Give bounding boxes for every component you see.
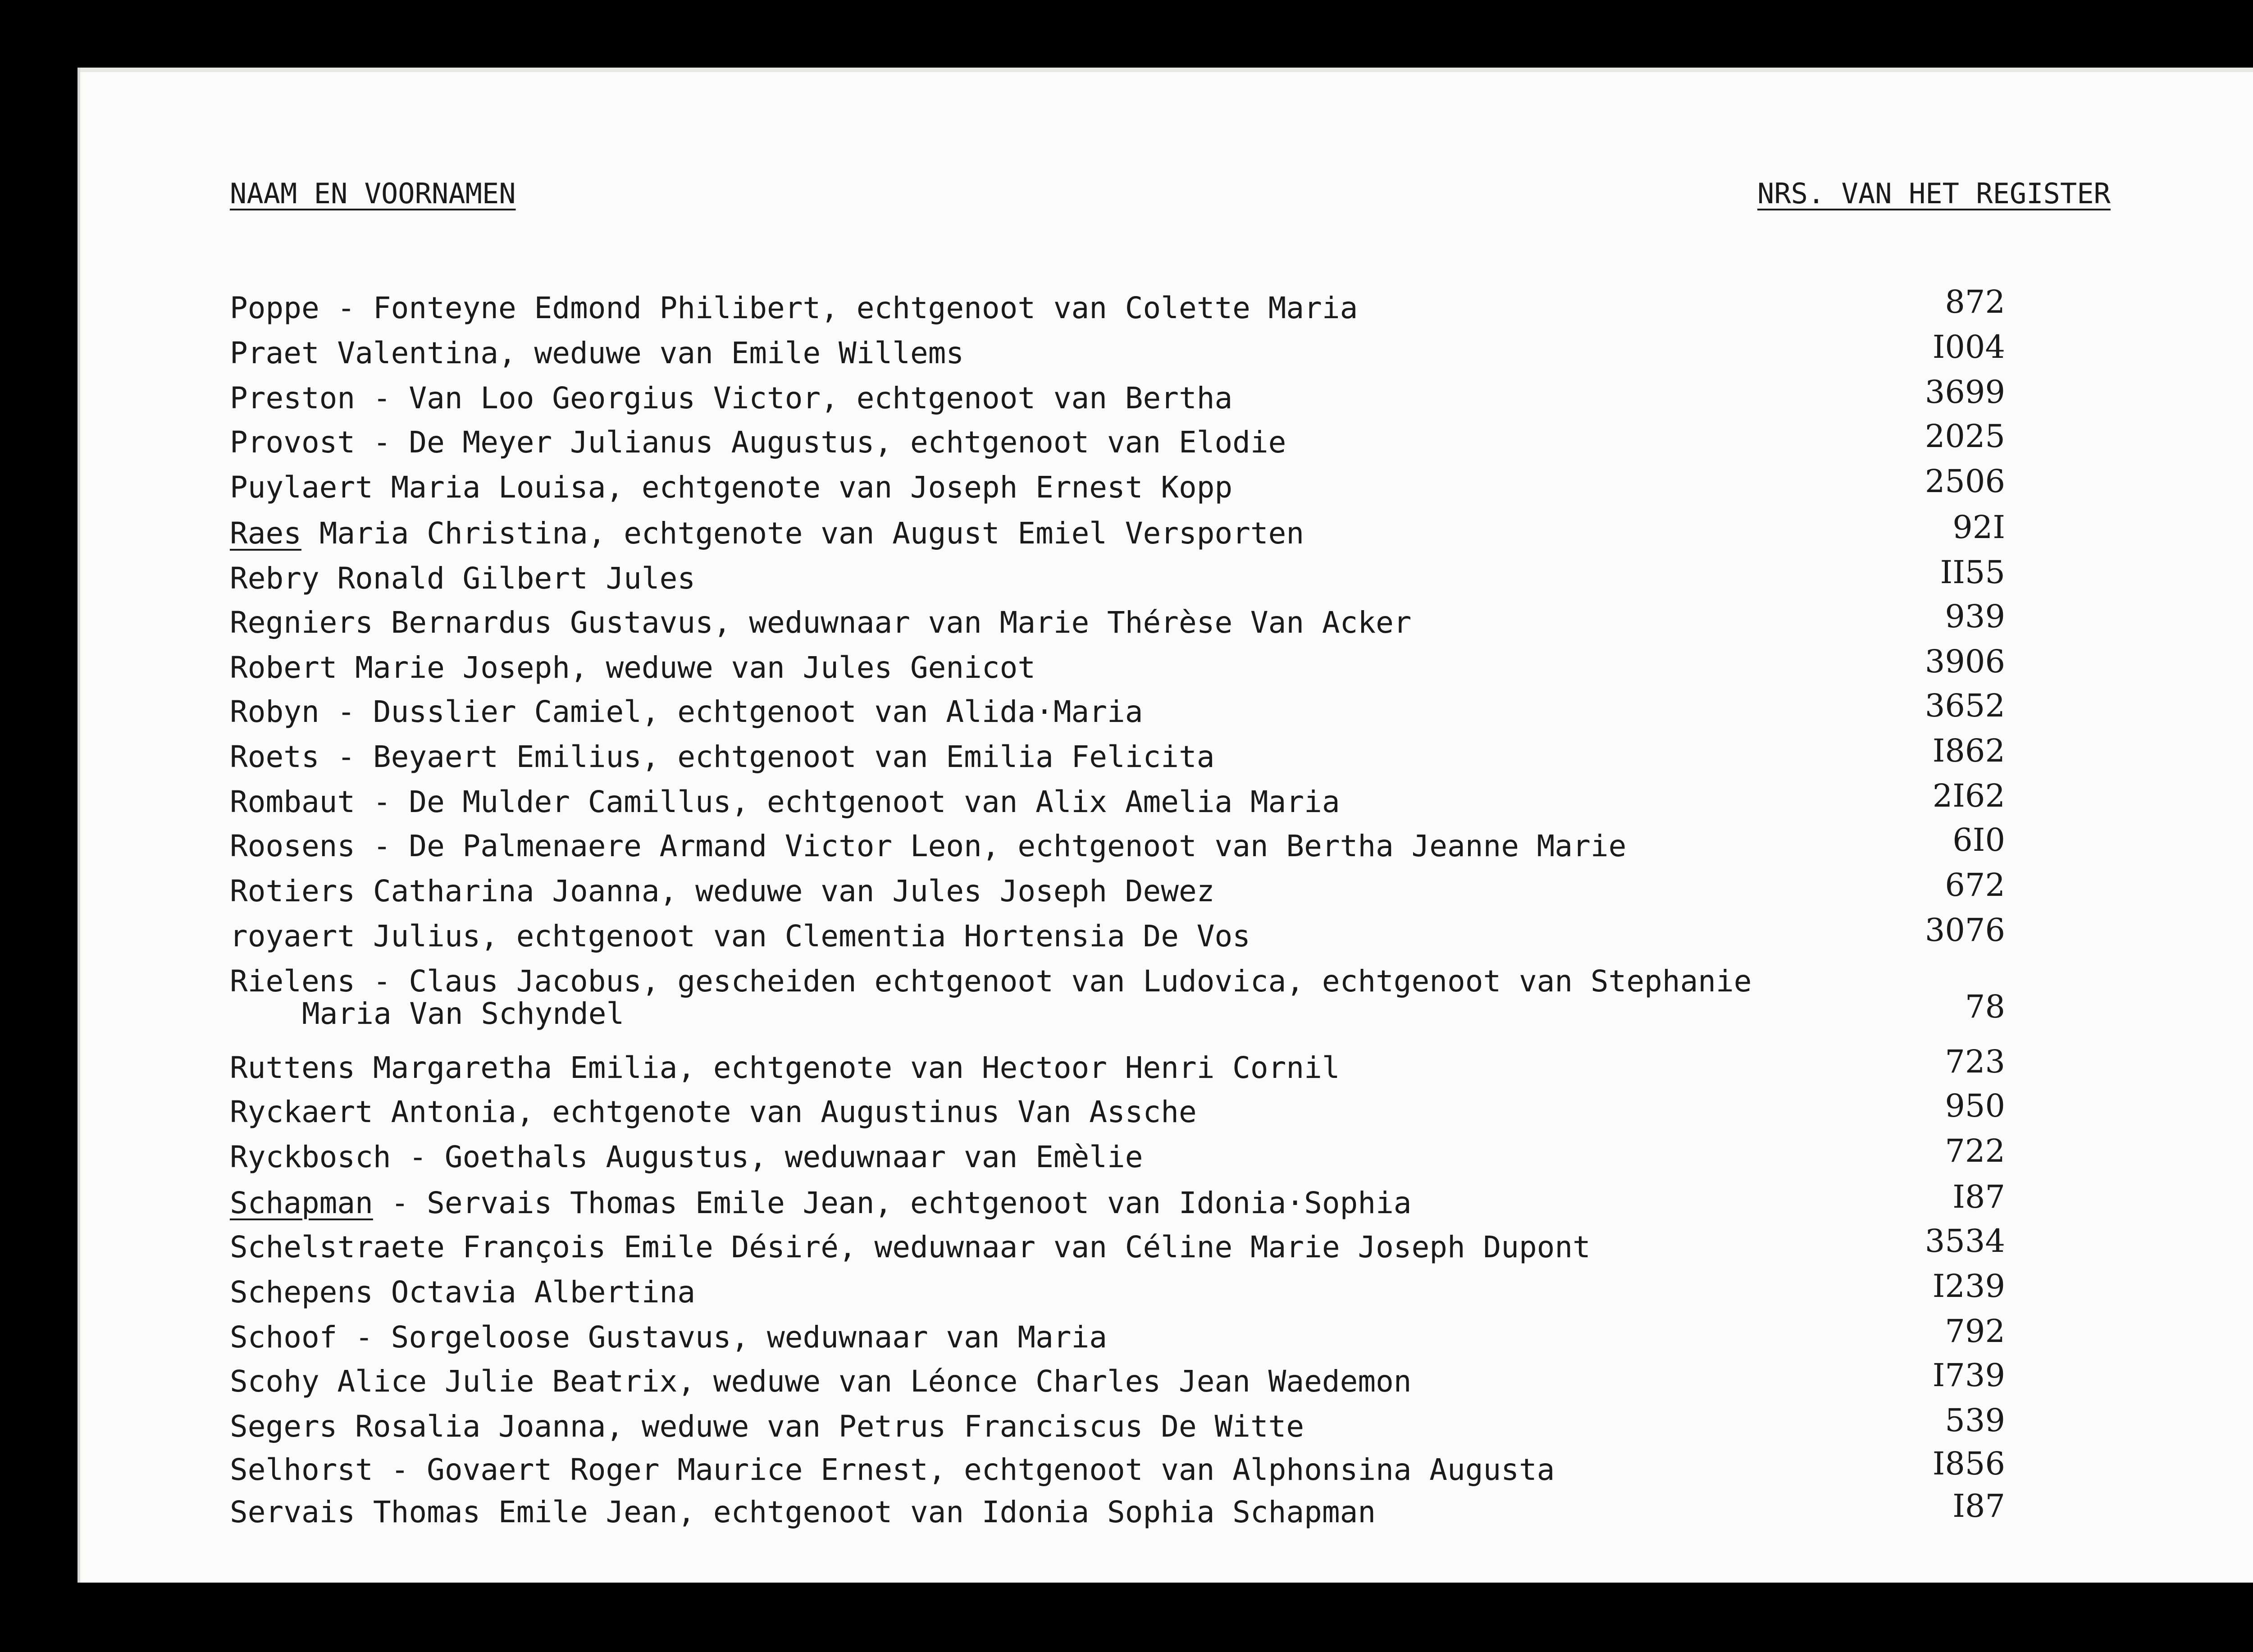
entry-name <box>230 337 1879 370</box>
entry-name <box>230 965 1879 1030</box>
register-number: I862 <box>1932 732 2005 769</box>
entry-name <box>230 786 1879 818</box>
entry-text: Servais Thomas Emile Jean, echtgenoot van Idonia Sophia Schapman <box>230 1495 1376 1529</box>
register-number: 3652 <box>1925 687 2005 724</box>
entry-text: Ryckbosch - Goethals Augustus, weduwnaar van Emèlie <box>230 1140 1143 1174</box>
entry-name <box>230 1496 1879 1529</box>
entry-name <box>230 607 1879 639</box>
entry-name <box>230 562 1879 595</box>
entry-text: Scohy Alice Julie Beatrix, weduwe van Léonce Charles Jean Waedemon <box>230 1364 1412 1399</box>
entry-text: Rombaut - De Mulder Camillus, echtgenoot van Alix Amelia Maria <box>230 785 1340 819</box>
entry-text: Regniers Bernardus Gustavus, weduwnaar van Marie Thérèse Van Acker <box>230 605 1412 640</box>
entry-text: Maria Christina, echtgenote van August Emiel Versporten <box>301 516 1304 551</box>
register-number: I739 <box>1932 1357 2005 1394</box>
register-number: 2506 <box>1925 463 2005 500</box>
entry-name <box>230 696 1879 728</box>
register-number: 3906 <box>1925 643 2005 680</box>
entry-name <box>230 426 1879 459</box>
entry-underlined-surname: Schapman <box>230 1186 373 1220</box>
register-number: 3534 <box>1925 1223 2005 1260</box>
register-number: 6I0 <box>1952 821 2005 858</box>
entry-text: Robert Marie Joseph, weduwe van Jules Genicot <box>230 650 1036 685</box>
entry-name <box>230 1052 1879 1084</box>
entry-text: Poppe - Fonteyne Edmond Philibert, echtgenoot van Colette Maria <box>230 291 1358 325</box>
register-number: 3699 <box>1925 374 2005 411</box>
entry-name <box>230 1276 1879 1309</box>
entry-text: Schelstraete François Emile Désiré, weduwnaar van Céline Marie Joseph Dupont <box>230 1230 1591 1264</box>
entry-text: - Servais Thomas Emile Jean, echtgenoot van Idonia·Sophia <box>373 1186 1412 1220</box>
register-number: 723 <box>1945 1043 2005 1080</box>
entry-name <box>230 652 1879 684</box>
register-number: I87 <box>1952 1488 2005 1524</box>
entry-text: Rotiers Catharina Joanna, weduwe van Jules Joseph Dewez <box>230 874 1215 908</box>
entry-name <box>230 875 1879 908</box>
entry-continuation: Maria Van Schyndel <box>302 996 625 1031</box>
register-number: I004 <box>1932 329 2005 365</box>
register-number: I87 <box>1952 1178 2005 1215</box>
entry-name <box>230 1365 1879 1398</box>
entry-name <box>230 1454 1879 1486</box>
register-number: 3076 <box>1925 912 2005 949</box>
entry-name <box>230 382 1879 415</box>
entry-text: Selhorst - Govaert Roger Maurice Ernest, echtgenoot van Alphonsina Augusta <box>230 1452 1555 1487</box>
entry-name <box>230 830 1879 863</box>
register-number: 2025 <box>1925 418 2005 455</box>
entry-text: Provost - De Meyer Julianus Augustus, echtgenoot van Elodie <box>230 425 1286 460</box>
sheet-top-edge <box>80 68 2253 72</box>
register-number: II55 <box>1940 554 2005 591</box>
entry-name <box>230 741 1879 773</box>
entry-text: Roets - Beyaert Emilius, echtgenoot van Emilia Felicita <box>230 739 1215 774</box>
header-register-numbers-column: NRS. VAN HET REGISTER <box>1757 177 2111 210</box>
register-number: 939 <box>1945 598 2005 635</box>
register-number: 792 <box>1945 1313 2005 1350</box>
register-number: I856 <box>1932 1445 2005 1482</box>
entry-text: Ryckaert Antonia, echtgenote van Augustinus Van Assche <box>230 1095 1197 1129</box>
entry-text: Praet Valentina, weduwe van Emile Willems <box>230 336 964 370</box>
entry-text: Puylaert Maria Louisa, echtgenote van Joseph Ernest Kopp <box>230 470 1233 505</box>
entry-text: Schoof - Sorgeloose Gustavus, weduwnaar van Maria <box>230 1320 1108 1355</box>
entry-text: Robyn - Dusslier Camiel, echtgenoot van Alida·Maria <box>230 694 1143 729</box>
register-number: 92I <box>1952 509 2005 546</box>
entry-name <box>230 1231 1879 1264</box>
entry-name <box>230 1141 1879 1173</box>
entry-text: Ruttens Margaretha Emilia, echtgenote van Hectoor Henri Cornil <box>230 1050 1340 1085</box>
entry-name <box>230 292 1879 324</box>
entry-name <box>230 471 1879 504</box>
register-number: 539 <box>1945 1402 2005 1439</box>
entry-name <box>230 1096 1879 1128</box>
entry-text: Segers Rosalia Joanna, weduwe van Petrus Franciscus De Witte <box>230 1409 1304 1444</box>
entry-text: Schepens Octavia Albertina <box>230 1275 696 1310</box>
entry-underlined-surname: Raes <box>230 516 301 551</box>
entry-text: Rebry Ronald Gilbert Jules <box>230 561 696 596</box>
entry-name <box>230 1321 1879 1354</box>
register-number: 722 <box>1945 1132 2005 1169</box>
entry-name <box>230 920 1879 953</box>
entry-text: Preston - Van Loo Georgius Victor, echtgenoot van Bertha <box>230 381 1233 415</box>
entry-text: Roosens - De Palmenaere Armand Victor Leon, echtgenoot van Bertha Jeanne Marie <box>230 829 1627 863</box>
register-number: 672 <box>1945 867 2005 904</box>
header-name-column: NAAM EN VOORNAMEN <box>230 177 516 210</box>
entry-text: royaert Julius, echtgenoot van Clementia Hortensia De Vos <box>230 919 1250 954</box>
entry-text: Rielens - Claus Jacobus, gescheiden echtgenoot van Ludovica, echtgenoot van Stephanie <box>230 964 1752 999</box>
register-number: 2I62 <box>1932 777 2005 814</box>
entry-name <box>230 517 1879 550</box>
register-number: 950 <box>1945 1087 2005 1124</box>
entry-name <box>230 1410 1879 1443</box>
register-number: 78 <box>1965 988 2005 1025</box>
entry-name <box>230 1187 1879 1219</box>
register-number: 872 <box>1945 283 2005 320</box>
register-number: I239 <box>1932 1268 2005 1305</box>
